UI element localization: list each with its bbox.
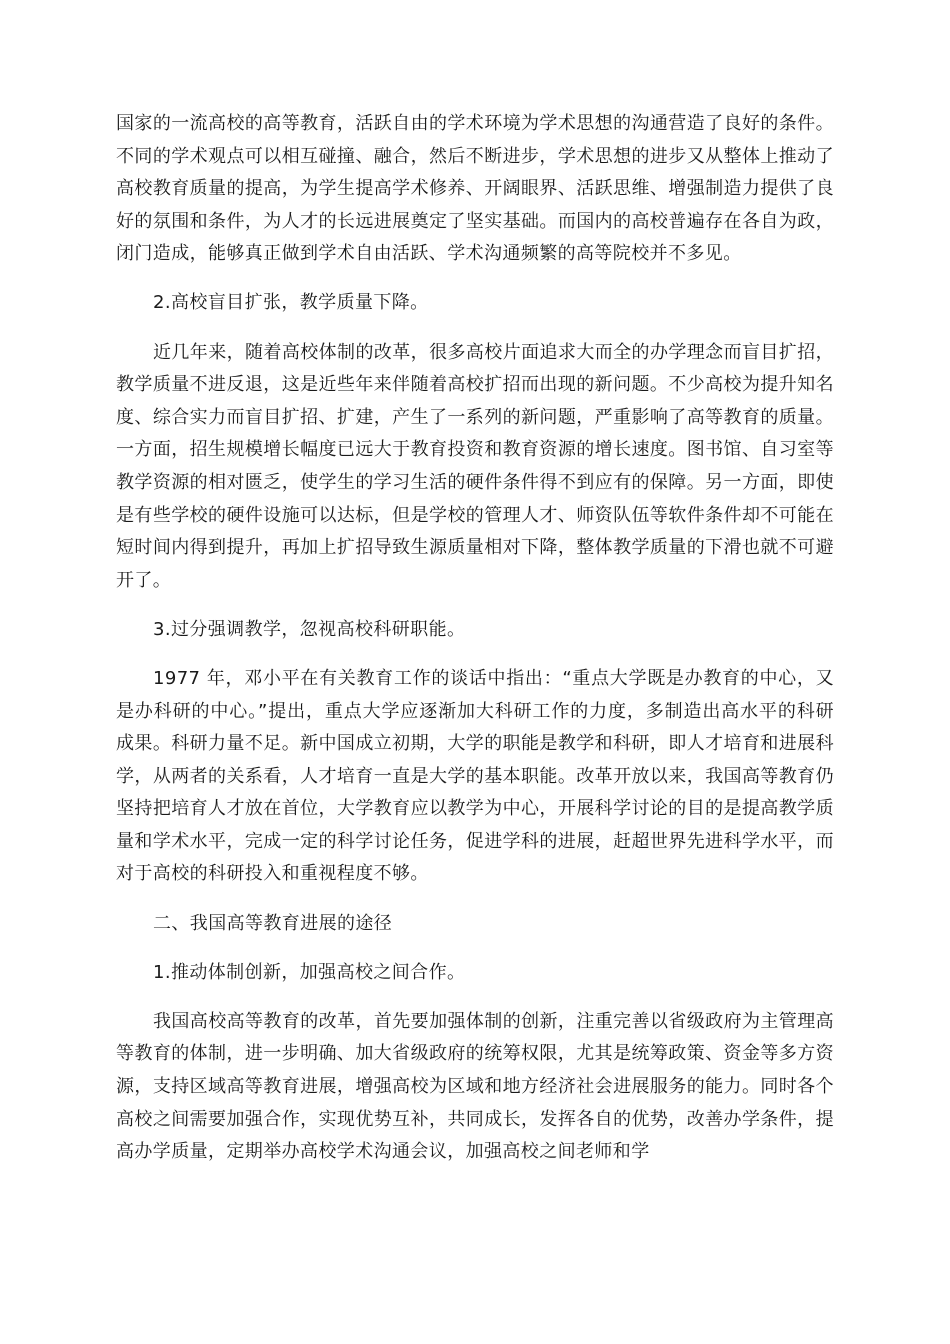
section-heading-2: 2.高校盲目扩张，教学质量下降。 [153, 292, 429, 314]
section-heading-1: 1.推动体制创新，加强高校之间合作。 [153, 961, 466, 983]
section-heading-3: 3.过分强调教学，忽视高校科研职能。 [153, 618, 466, 640]
document-body [116, 108, 834, 1185]
chapter-heading-2: 二、我国高等教育进展的途径 [153, 912, 393, 934]
paragraph-expansion: 近几年来，随着高校体制的改革，很多高校片面追求大而全的办学理念而盲目扩招，教学质量不进反退，这是近些年来伴随着高校扩招而出现的新问题。不少高校为提升知名度、综合实力而盲目扩招、扩建，产生了一系列的新问题，严重影响了高等教育的质量。一方面，招生规模增长幅度已远大于教育投资和教育资源的增长速度。图书馆、自习室等教学资源的相对匮乏，使学生的学习生活的硬件条件得不到应有的保障。另一方面，即使是有些学校的硬件设施可以达标，但是学校的管理人才、师资队伍等软件条件却不可能在短时间内得到提升，再加上扩招导致生源质量相对下降，整体教学质量的下滑也就不可避开了。 [116, 341, 834, 591]
paragraph-research: 1977 年，邓小平在有关教育工作的谈话中指出：“重点大学既是办教育的中心，又是办科研的中心。”提出，重点大学应逐渐加大科研工作的力度，多制造出高水平的科研成果。科研力量不足。新中国成立初期，大学的职能是教学和科研，即人才培育和进展科学，从两者的关系看，人才培育一直是大学的基本职能。改革开放以来，我国高等教育仍坚持把培育人才放在首位，大学教育应以教学为中心，开展科学讨论的目的是提高教学质量和学术水平，完成一定的科学讨论任务，促进学科的进展，赶超世界先进科学水平，而对于高校的科研投入和重视程度不够。 [116, 667, 834, 885]
paragraph-continued: 国家的一流高校的高等教育，活跃自由的学术环境为学术思想的沟通营造了良好的条件。不同的学术观点可以相互碰撞、融合，然后不断进步，学术思想的进步又从整体上推动了高校教育质量的提高，为学生提高学术修养、开阔眼界、活跃思维、增强制造力提供了良好的氛围和条件，为人才的长远进展奠定了坚实基础。而国内的高校普遍存在各自为政，闭门造成，能够真正做到学术自由活跃、学术沟通频繁的高等院校并不多见。 [116, 113, 834, 265]
paragraph-reform: 我国高校高等教育的改革，首先要加强体制的创新，注重完善以省级政府为主管理高等教育的体制，进一步明确、加大省级政府的统筹权限，尤其是统筹政策、资金等多方资源，支持区域高等教育进展，增强高校为区域和地方经济社会进展服务的能力。同时各个高校之间需要加强合作，实现优势互补，共同成长，发挥各自的优势，改善办学条件，提高办学质量，定期举办高校学术沟通会议，加强高校之间老师和学 [116, 1010, 834, 1163]
